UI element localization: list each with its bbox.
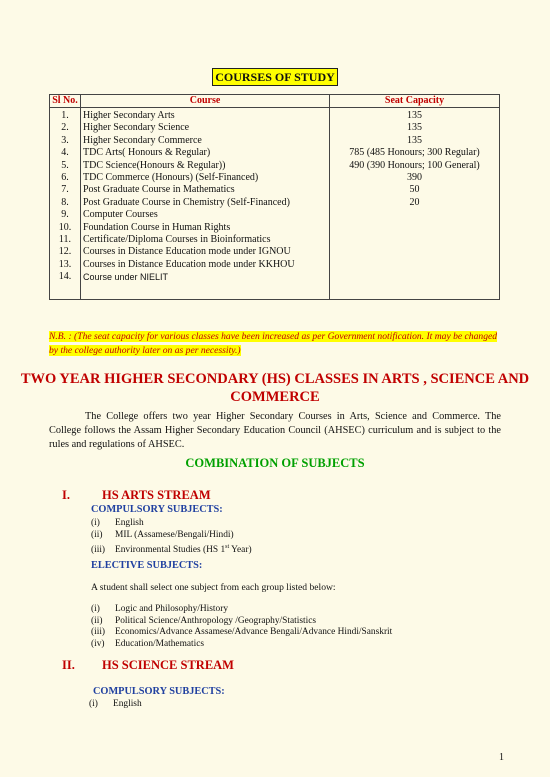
table-header-row bbox=[50, 95, 500, 108]
list-item bbox=[91, 603, 228, 615]
header-course: Course bbox=[81, 95, 330, 108]
list-item bbox=[89, 698, 142, 710]
cell-seat bbox=[330, 259, 500, 271]
list-item-text: Environmental Studies (HS 1 bbox=[115, 545, 226, 556]
table-row bbox=[50, 271, 500, 300]
list-item bbox=[91, 517, 144, 529]
table-row bbox=[50, 172, 500, 184]
cell-seat bbox=[330, 209, 500, 221]
cell-sl: 1. bbox=[50, 108, 81, 123]
courses-table bbox=[49, 94, 500, 300]
table-row bbox=[50, 209, 500, 221]
arts-elective-label: ELECTIVE SUBJECTS: bbox=[91, 560, 203, 571]
header-sl: Sl No. bbox=[50, 95, 81, 108]
superscript: st bbox=[225, 544, 230, 550]
table-row bbox=[50, 135, 500, 147]
science-stream-heading bbox=[62, 658, 234, 673]
list-item-number: (i) bbox=[91, 518, 100, 528]
cell-seat: 50 bbox=[330, 184, 500, 196]
cell-seat: 390 bbox=[330, 172, 500, 184]
cell-course: Higher Secondary Science bbox=[81, 122, 330, 134]
cell-sl: 11. bbox=[50, 234, 81, 246]
cell-course: Computer Courses bbox=[81, 209, 330, 221]
arts-elective-note: A student shall select one subject from each group listed below: bbox=[91, 582, 336, 593]
table-row bbox=[50, 234, 500, 246]
arts-stream-number: I. bbox=[62, 488, 70, 502]
cell-sl: 7. bbox=[50, 184, 81, 196]
cell-course: Courses in Distance Education mode under KKHOU bbox=[81, 259, 330, 271]
cell-seat: 785 (485 Honours; 300 Regular) bbox=[330, 147, 500, 159]
arts-compulsory-label: COMPULSORY SUBJECTS: bbox=[91, 504, 223, 515]
section-heading: TWO YEAR HIGHER SECONDARY (HS) CLASSES IN ARTS , SCIENCE AND COMMERCE bbox=[20, 371, 530, 405]
cell-sl: 13. bbox=[50, 259, 81, 271]
list-item-text: English bbox=[113, 699, 142, 709]
table-row bbox=[50, 259, 500, 271]
list-item-number: (iii) bbox=[91, 545, 106, 556]
list-item-text: Political Science/Anthropology /Geography/Statistics bbox=[115, 615, 317, 626]
list-item-number: (iv) bbox=[91, 638, 105, 649]
list-item bbox=[91, 529, 234, 541]
list-item bbox=[91, 615, 316, 627]
list-item-text: Economics/Advance Assamese/Advance Bengali/Advance Hindi/Sanskrit bbox=[115, 627, 393, 637]
cell-seat bbox=[330, 234, 500, 246]
cell-sl: 10. bbox=[50, 222, 81, 234]
list-item bbox=[91, 638, 204, 650]
cell-seat: 135 bbox=[330, 108, 500, 123]
cell-seat: 20 bbox=[330, 197, 500, 209]
cell-sl: 8. bbox=[50, 197, 81, 209]
cell-sl: 6. bbox=[50, 172, 81, 184]
table-row bbox=[50, 184, 500, 196]
cell-course: Post Graduate Course in Mathematics bbox=[81, 184, 330, 196]
cell-sl: 9. bbox=[50, 209, 81, 221]
cell-seat: 135 bbox=[330, 122, 500, 134]
list-item-number: (ii) bbox=[91, 615, 103, 626]
list-item-text: MIL (Assamese/Bengali/Hindi) bbox=[115, 530, 234, 540]
cell-seat bbox=[330, 246, 500, 258]
list-item bbox=[91, 626, 392, 638]
page-number: 1 bbox=[499, 752, 504, 763]
cell-course: Foundation Course in Human Rights bbox=[81, 222, 330, 234]
table-row bbox=[50, 246, 500, 258]
cell-course: TDC Arts( Honours & Regular) bbox=[81, 147, 330, 159]
table-row bbox=[50, 197, 500, 209]
list-item-text: Logic and Philosophy/History bbox=[115, 604, 229, 614]
science-compulsory-label: COMPULSORY SUBJECTS: bbox=[93, 686, 225, 697]
note-text: N.B. : (The seat capacity for various classes have been increased as per Government notification. It may be changed by the college authority later on as per necessity.) bbox=[49, 331, 498, 356]
table-row bbox=[50, 160, 500, 172]
table-row bbox=[50, 108, 500, 123]
cell-sl: 5. bbox=[50, 160, 81, 172]
cell-course: Higher Secondary Commerce bbox=[81, 135, 330, 147]
cell-course: TDC Commerce (Honours) (Self-Financed) bbox=[81, 172, 330, 184]
table-row bbox=[50, 147, 500, 159]
page-title: COURSES OF STUDY bbox=[212, 68, 338, 86]
science-stream-number: II. bbox=[62, 658, 75, 672]
list-item-number: (iii) bbox=[91, 627, 106, 637]
cell-seat bbox=[330, 222, 500, 234]
list-item-text: English bbox=[115, 518, 144, 528]
combination-heading: COMBINATION OF SUBJECTS bbox=[185, 456, 365, 470]
arts-stream-heading bbox=[62, 488, 211, 503]
cell-sl: 12. bbox=[50, 246, 81, 258]
cell-course: Courses in Distance Education mode under IGNOU bbox=[81, 246, 330, 258]
table-row bbox=[50, 122, 500, 134]
cell-sl: 3. bbox=[50, 135, 81, 147]
list-item-number: (ii) bbox=[91, 530, 103, 540]
cell-course: Certificate/Diploma Courses in Bioinformatics bbox=[81, 234, 330, 246]
cell-seat: 135 bbox=[330, 135, 500, 147]
list-item bbox=[91, 541, 252, 556]
cell-course: TDC Science(Honours & Regular)) bbox=[81, 160, 330, 172]
cell-sl: 4. bbox=[50, 147, 81, 159]
list-item-tail: Year) bbox=[229, 545, 252, 556]
list-item-number: (i) bbox=[91, 604, 100, 614]
list-item-number: (i) bbox=[89, 699, 98, 709]
cell-seat: 490 (390 Honours; 100 General) bbox=[330, 160, 500, 172]
cell-course: Course under NIELIT bbox=[81, 271, 330, 300]
cell-sl: 14. bbox=[50, 271, 81, 300]
cell-course: Post Graduate Course in Chemistry (Self-Financed) bbox=[81, 197, 330, 209]
cell-seat bbox=[330, 271, 500, 300]
arts-stream-title: HS ARTS STREAM bbox=[102, 488, 211, 502]
table-row bbox=[50, 222, 500, 234]
note bbox=[49, 330, 500, 358]
science-stream-title: HS SCIENCE STREAM bbox=[102, 658, 234, 672]
header-seat-capacity: Seat Capacity bbox=[330, 95, 500, 108]
intro-paragraph: The College offers two year Higher Secondary Courses in Arts, Science and Commerce. The College follows the Assam Higher Secondary Education Council (AHSEC) curriculum and is subject to the rules and regulations of AHSEC. bbox=[49, 411, 501, 450]
cell-sl: 2. bbox=[50, 122, 81, 134]
list-item-text: Education/Mathematics bbox=[115, 638, 205, 649]
cell-course: Higher Secondary Arts bbox=[81, 108, 330, 123]
